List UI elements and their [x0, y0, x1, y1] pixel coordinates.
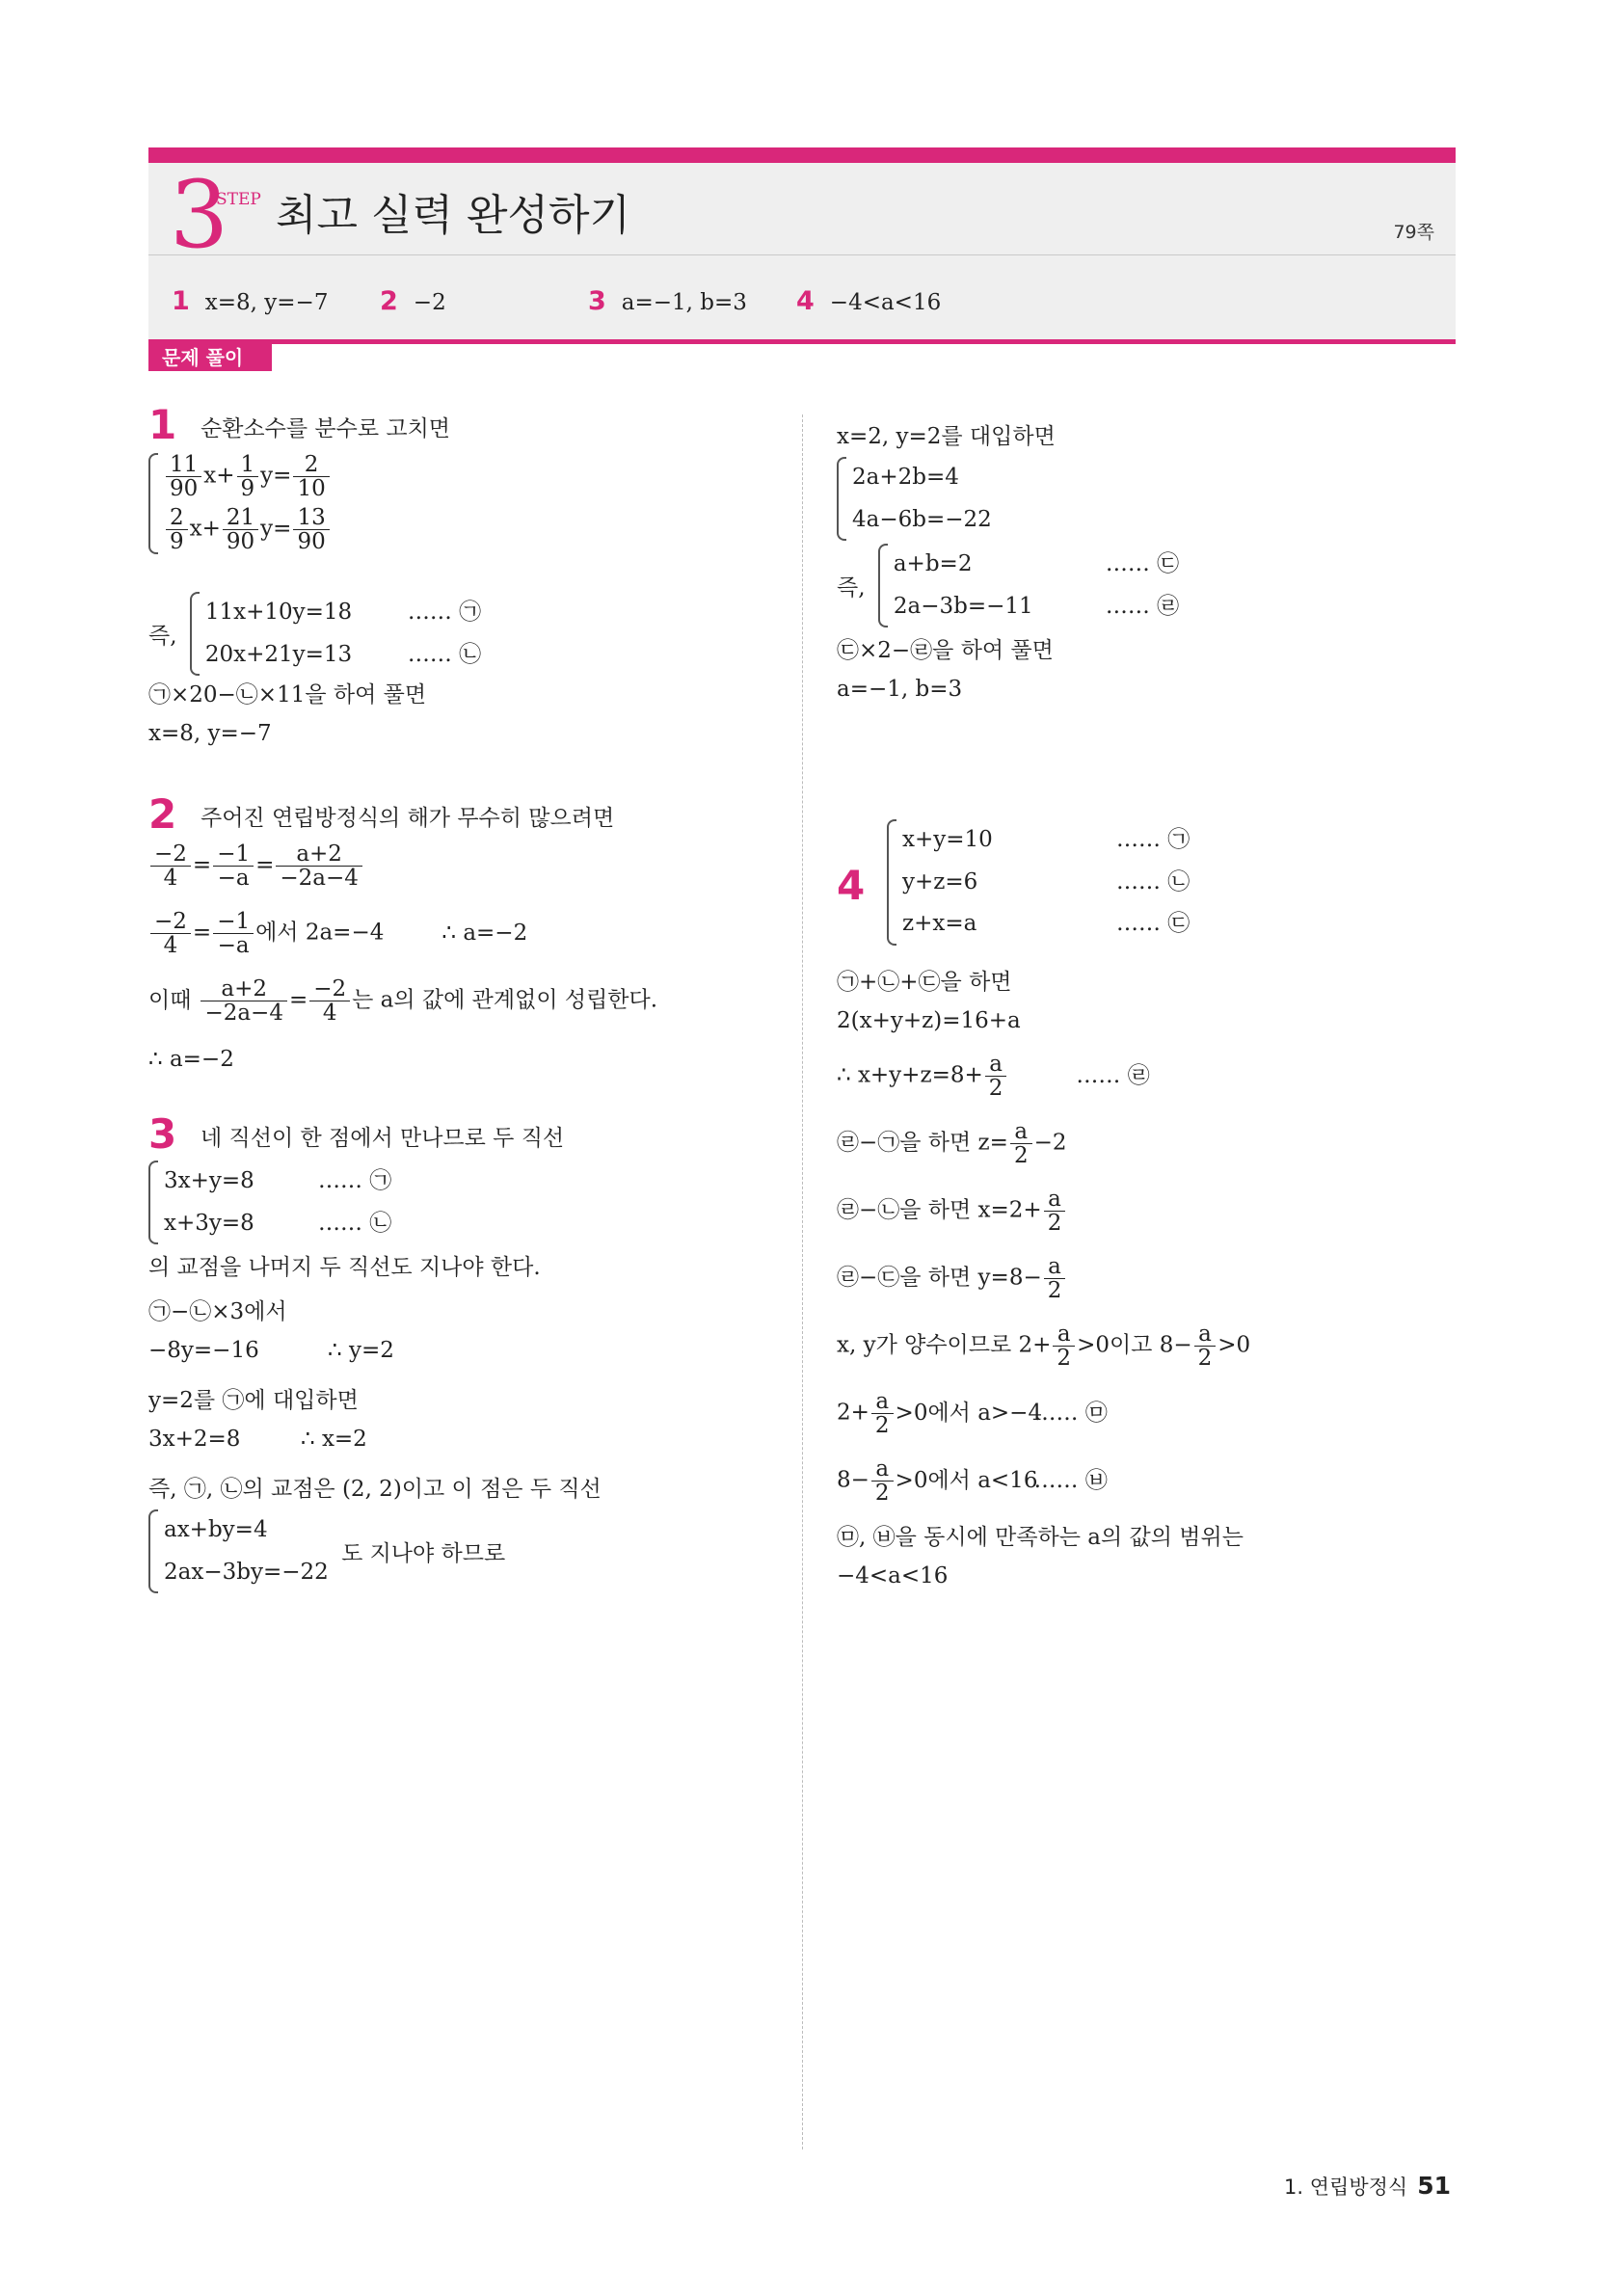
- p3-line-3: −8y=−16 ∴ y=2: [148, 1338, 394, 1363]
- p3-cont-result: a=−1, b=3: [837, 677, 963, 702]
- p2-result: ∴ a=−2: [148, 1047, 234, 1072]
- p4-line-10: ㉤, ㉥을 동시에 만족하는 a의 값의 범위는: [837, 1525, 1244, 1550]
- problem-2-number: 2: [148, 790, 177, 838]
- answer-3: 3 a=−1, b=3: [588, 286, 747, 316]
- p4-line-5: ㉣−㉡을 하면 x=2+ $\frac{a}{2}$: [837, 1188, 1067, 1235]
- p1-system-fractions: $\frac{11}{90}$ x+ $\frac{1}{9}$ y= $\frac{2}{10}$ $\frac{2}{9}$ x+ $\frac{21}{90}$ y= $\frac{13}{90}$: [148, 453, 332, 554]
- page-footer: [1284, 2172, 1451, 2201]
- p4-line-1: ㉠+㉡+㉢을 하면: [837, 970, 1012, 995]
- step-number: 3: [170, 161, 229, 269]
- p2-intro: 주어진 연립방정식의 해가 무수히 많으려면: [201, 806, 615, 831]
- p4-system: x+y=10 …… ㉠ y+z=6 …… ㉡ z+x=a …… ㉢: [887, 819, 1190, 946]
- p3-line-6: 즉, ㉠, ㉡의 교점은 (2, 2)이고 이 점은 두 직선: [148, 1477, 602, 1502]
- p4-line-8: 2+ $\frac{a}{2}$ >0에서 a>−4…… ㉤: [837, 1389, 1108, 1439]
- p2-solve-line: $\frac{-2}{4}$ = $\frac{-1}{-a}$ 에서 2a=−4 ∴ a=−2: [148, 910, 527, 957]
- solution-badge: 문제 풀이: [148, 344, 272, 371]
- p2-ratio-line: $\frac{-2}{4}$ = $\frac{-1}{-a}$ = $\frac{a+2}{-2a-4}$: [148, 842, 364, 890]
- p1-result: x=8, y=−7: [148, 721, 272, 746]
- p4-line-9: 8− $\frac{a}{2}$ >0에서 a<16…… ㉥: [837, 1456, 1108, 1507]
- p3-cont-system-1: 2a+2b=4 4a−6b=−22: [837, 457, 992, 541]
- answer-2: 2 −2: [380, 286, 446, 316]
- step-header: [148, 147, 1456, 344]
- p4-line-3: ∴ x+y+z=8+ $\frac{a}{2}$ …… ㉣: [837, 1052, 1150, 1102]
- problem-3-number: 3: [148, 1110, 177, 1158]
- p3-line-1: 의 교점을 나머지 두 직선도 지나야 한다.: [148, 1255, 541, 1280]
- p1-system: 즉, 11x+10y=18 …… ㉠ 20x+21y=13 …… ㉡: [148, 592, 481, 676]
- page-reference: 79쪽: [1393, 222, 1434, 243]
- chapter-label: 1. 연립방정식: [1284, 2176, 1408, 2199]
- p3-line-4: y=2를 ㉠에 대입하면: [148, 1388, 359, 1413]
- page-title: 최고 실력 완성하기: [276, 191, 631, 240]
- p4-line-4: ㉣−㉠을 하면 z= $\frac{a}{2}$ −2: [837, 1119, 1067, 1169]
- problem-4-number: 4: [837, 862, 866, 909]
- p4-result: −4<a<16: [837, 1563, 949, 1589]
- column-divider: [802, 414, 803, 2149]
- p3-cont-system-2: 즉, a+b=2 …… ㉢ 2a−3b=−11 …… ㉣: [837, 544, 1179, 627]
- answer-4: 4 −4<a<16: [796, 286, 942, 316]
- p1-step: ㉠×20−㉡×11을 하여 풀면: [148, 682, 427, 707]
- p3-system: 3x+y=8 …… ㉠ x+3y=8 …… ㉡: [148, 1161, 391, 1244]
- problem-1-number: 1: [148, 401, 177, 448]
- answer-1: 1 x=8, y=−7: [172, 286, 329, 316]
- p3-line-5: 3x+2=8 ∴ x=2: [148, 1427, 367, 1452]
- p4-line-7: x, y가 양수이므로 2+ $\frac{a}{2}$ >0이고 8− $\frac{a}{2}$ >0: [837, 1322, 1251, 1372]
- page-number: 51: [1417, 2172, 1451, 2200]
- p3-system-2: ax+by=4 2ax−3by=−22 도 지나야 하므로: [148, 1509, 505, 1593]
- p2-note-line: 이때 $\frac{a+2}{-2a-4}$ = $\frac{-2}{4}$ 는 a의 값에 관계없이 성립한다.: [148, 976, 658, 1027]
- step-label: STEP: [216, 190, 261, 209]
- p4-line-6: ㉣−㉢을 하면 y=8− $\frac{a}{2}$: [837, 1255, 1067, 1302]
- p3-cont-step: ㉢×2−㉣을 하여 풀면: [837, 638, 1054, 663]
- p3-cont-line-1: x=2, y=2를 대입하면: [837, 424, 1056, 449]
- p1-intro: 순환소수를 분수로 고치면: [201, 416, 451, 441]
- header-divider: [148, 254, 1456, 255]
- p3-intro: 네 직선이 한 점에서 만나므로 두 직선: [201, 1126, 565, 1151]
- p3-line-2: ㉠−㉡×3에서: [148, 1299, 287, 1324]
- p4-line-2: 2(x+y+z)=16+a: [837, 1008, 1021, 1033]
